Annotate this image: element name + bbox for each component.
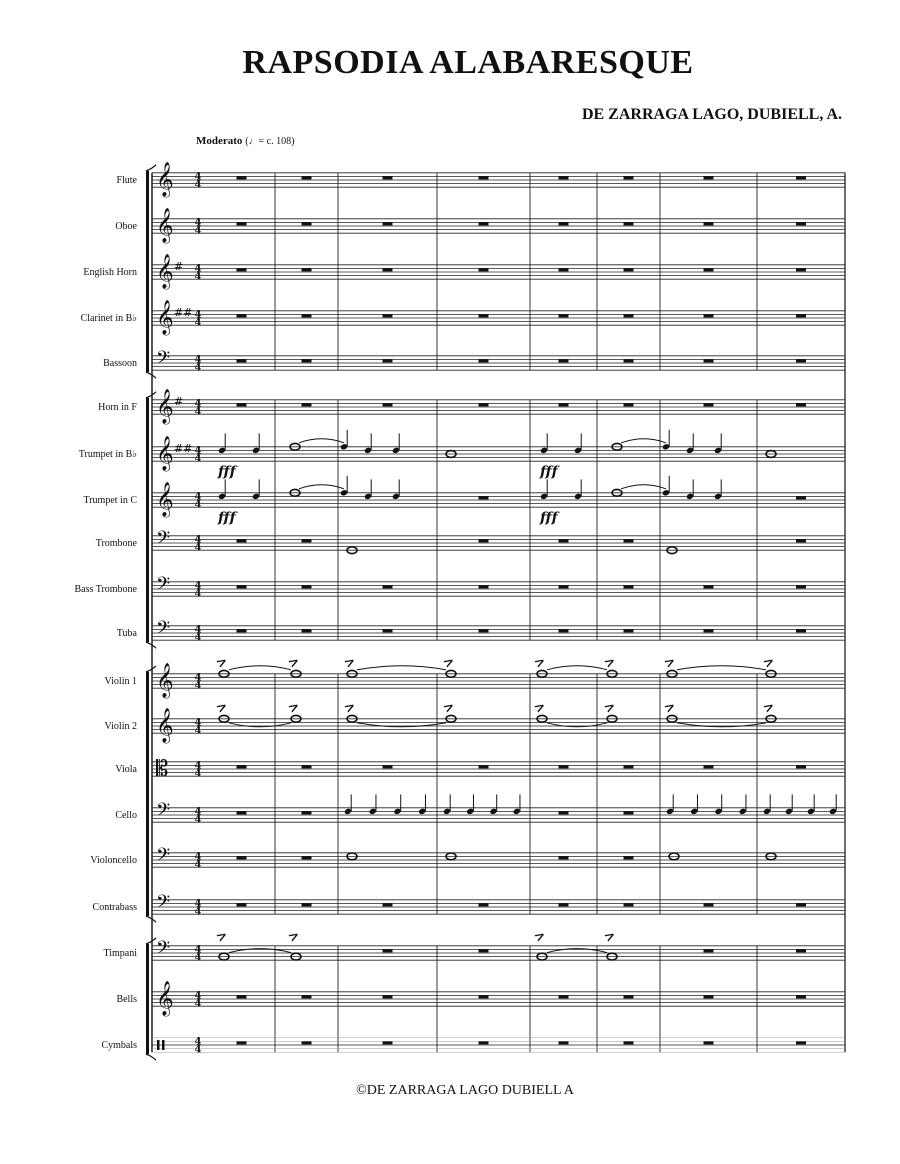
- bass-clef: 𝄢: [156, 618, 171, 643]
- instrument-label: Bells: [116, 994, 137, 1005]
- alto-clef: 𝄡: [156, 757, 169, 782]
- accent-mark: >: [760, 653, 778, 672]
- whole-rest: [479, 629, 489, 632]
- time-signature-bottom: 4: [194, 499, 202, 511]
- whole-rest: [302, 765, 312, 768]
- whole-rest: [237, 403, 247, 406]
- whole-rest: [796, 949, 806, 952]
- whole-rest: [237, 856, 247, 859]
- whole-rest: [479, 268, 489, 271]
- whole-rest: [796, 496, 806, 499]
- whole-rest: [237, 995, 247, 998]
- whole-rest: [559, 314, 569, 317]
- whole-rest: [624, 268, 634, 271]
- whole-rest: [624, 1041, 634, 1044]
- time-signature-top: 4: [194, 760, 202, 772]
- group-bracket: [146, 672, 149, 916]
- group-bracket: [146, 944, 149, 1054]
- treble-clef: 𝄞: [156, 708, 174, 743]
- time-signature-top: 4: [194, 717, 202, 729]
- whole-rest: [796, 539, 806, 542]
- time-signature-bottom: 4: [194, 680, 202, 692]
- time-signature-top: 4: [194, 580, 202, 592]
- whole-rest: [624, 176, 634, 179]
- whole-rest: [479, 403, 489, 406]
- accent-mark: >: [341, 653, 359, 672]
- instrument-label: Cymbals: [101, 1040, 137, 1051]
- bracket-hook: [146, 666, 156, 672]
- bass-clef: 𝄢: [156, 892, 171, 917]
- whole-rest: [383, 359, 393, 362]
- whole-rest: [704, 585, 714, 588]
- time-signature-bottom: 4: [194, 725, 202, 737]
- whole-rest: [796, 268, 806, 271]
- whole-rest: [302, 811, 312, 814]
- whole-rest: [624, 403, 634, 406]
- accent-mark: >: [440, 698, 458, 717]
- treble-clef: 𝄞: [156, 254, 174, 289]
- bass-clef: 𝄢: [156, 800, 171, 825]
- whole-rest: [479, 539, 489, 542]
- accent-mark: >: [285, 698, 303, 717]
- whole-rest: [624, 539, 634, 542]
- instrument-label: Viola: [115, 764, 137, 775]
- whole-rest: [624, 811, 634, 814]
- whole-rest: [237, 539, 247, 542]
- whole-rest: [704, 268, 714, 271]
- tie: [621, 485, 666, 489]
- whole-rest: [704, 176, 714, 179]
- whole-rest: [624, 629, 634, 632]
- whole-rest: [302, 403, 312, 406]
- whole-rest: [624, 995, 634, 998]
- bracket-hook: [146, 372, 156, 378]
- time-signature-bottom: 4: [194, 406, 202, 418]
- whole-rest: [559, 1041, 569, 1044]
- instrument-label: Violin 1: [104, 676, 137, 687]
- whole-rest: [383, 995, 393, 998]
- whole-rest: [237, 811, 247, 814]
- instrument-label: English Horn: [83, 267, 137, 278]
- instrument-label: Tuba: [116, 628, 137, 639]
- whole-rest: [624, 222, 634, 225]
- tie: [677, 666, 766, 670]
- dynamic-marking: fff: [218, 510, 236, 526]
- time-signature-bottom: 4: [194, 1044, 202, 1056]
- treble-clef: 𝄞: [156, 981, 174, 1016]
- accent-mark: >: [760, 698, 778, 717]
- whole-rest: [559, 903, 569, 906]
- time-signature-bottom: 4: [194, 632, 202, 644]
- tie: [547, 666, 607, 670]
- whole-rest: [383, 403, 393, 406]
- whole-rest: [704, 765, 714, 768]
- bass-clef: 𝄢: [156, 574, 171, 599]
- whole-rest: [704, 949, 714, 952]
- whole-rest: [796, 903, 806, 906]
- treble-clef: 𝄞: [156, 208, 174, 243]
- time-signature-bottom: 4: [194, 814, 202, 826]
- whole-rest: [559, 585, 569, 588]
- whole-rest: [704, 995, 714, 998]
- whole-rest: [624, 856, 634, 859]
- treble-clef: 𝄞: [156, 482, 174, 517]
- dynamic-marking: fff: [540, 510, 558, 526]
- instrument-label: Bassoon: [103, 358, 137, 369]
- whole-rest: [704, 903, 714, 906]
- whole-rest: [383, 176, 393, 179]
- group-bracket: [146, 398, 149, 642]
- whole-rest: [237, 903, 247, 906]
- whole-rest: [302, 585, 312, 588]
- whole-rest: [302, 856, 312, 859]
- bass-clef: 𝄢: [156, 845, 171, 870]
- bracket-hook: [146, 165, 156, 171]
- instrument-label: Flute: [116, 175, 137, 186]
- time-signature-bottom: 4: [194, 998, 202, 1010]
- whole-rest: [796, 403, 806, 406]
- instrument-label: Clarinet in B♭: [80, 313, 137, 324]
- key-signature: #: [174, 395, 184, 408]
- whole-rest: [237, 359, 247, 362]
- whole-rest: [559, 629, 569, 632]
- time-signature-bottom: 4: [194, 453, 202, 465]
- treble-clef: 𝄞: [156, 162, 174, 197]
- whole-rest: [383, 765, 393, 768]
- accent-mark: >: [661, 698, 679, 717]
- whole-rest: [302, 359, 312, 362]
- tie: [621, 439, 666, 443]
- whole-rest: [796, 222, 806, 225]
- percussion-clef: [157, 1040, 160, 1050]
- accent-mark: >: [601, 653, 619, 672]
- whole-rest: [383, 314, 393, 317]
- whole-rest: [796, 629, 806, 632]
- whole-rest: [302, 176, 312, 179]
- time-signature-top: 4: [194, 263, 202, 275]
- instrument-label: Violoncello: [90, 855, 137, 866]
- whole-rest: [237, 1041, 247, 1044]
- group-bracket: [146, 171, 149, 372]
- key-signature: ##: [174, 306, 193, 319]
- whole-rest: [237, 314, 247, 317]
- whole-rest: [479, 359, 489, 362]
- whole-rest: [704, 1041, 714, 1044]
- whole-rest: [559, 539, 569, 542]
- instrument-label: Horn in F: [98, 402, 137, 413]
- whole-rest: [704, 222, 714, 225]
- dynamic-marking: fff: [218, 464, 236, 480]
- time-signature-top: 4: [194, 672, 202, 684]
- whole-rest: [383, 268, 393, 271]
- tie: [299, 439, 344, 443]
- whole-rest: [796, 1041, 806, 1044]
- metronome-mark: (♩= c. 108): [245, 136, 295, 147]
- copyright-footer: ©DE ZARRAGA LAGO DUBIELL A: [356, 1083, 574, 1098]
- dynamic-marking: fff: [540, 464, 558, 480]
- whole-rest: [237, 222, 247, 225]
- whole-rest: [559, 765, 569, 768]
- time-signature-top: 4: [194, 445, 202, 457]
- whole-rest: [479, 995, 489, 998]
- whole-rest: [479, 496, 489, 499]
- whole-rest: [796, 176, 806, 179]
- accent-mark: >: [440, 653, 458, 672]
- instrument-label: Timpani: [103, 948, 137, 959]
- whole-rest: [624, 359, 634, 362]
- accent-mark: >: [285, 927, 303, 946]
- bass-clef: 𝄢: [156, 348, 171, 373]
- time-signature-bottom: 4: [194, 859, 202, 871]
- accent-mark: >: [213, 927, 231, 946]
- whole-rest: [704, 314, 714, 317]
- tie: [357, 666, 446, 670]
- whole-rest: [796, 585, 806, 588]
- whole-rest: [559, 176, 569, 179]
- accent-mark: >: [531, 698, 549, 717]
- time-signature-top: 4: [194, 624, 202, 636]
- tempo-text: Moderato: [196, 135, 243, 147]
- time-signature-bottom: 4: [194, 542, 202, 554]
- key-signature: ##: [174, 442, 193, 455]
- whole-rest: [383, 629, 393, 632]
- whole-rest: [559, 856, 569, 859]
- whole-rest: [302, 629, 312, 632]
- accent-mark: >: [601, 927, 619, 946]
- bracket-hook: [146, 1054, 156, 1060]
- time-signature-bottom: 4: [194, 362, 202, 374]
- time-signature-top: 4: [194, 806, 202, 818]
- time-signature-bottom: 4: [194, 906, 202, 918]
- whole-rest: [479, 1041, 489, 1044]
- whole-rest: [704, 403, 714, 406]
- whole-rest: [624, 314, 634, 317]
- time-signature-top: 4: [194, 990, 202, 1002]
- tie: [229, 666, 291, 670]
- time-signature-bottom: 4: [194, 588, 202, 600]
- instrument-label: Trumpet in B♭: [78, 449, 137, 460]
- bracket-hook: [146, 642, 156, 648]
- treble-clef: 𝄞: [156, 663, 174, 698]
- time-signature-bottom: 4: [194, 225, 202, 237]
- whole-rest: [237, 585, 247, 588]
- whole-rest: [237, 176, 247, 179]
- whole-rest: [383, 949, 393, 952]
- instrument-label: Bass Trombone: [74, 584, 137, 595]
- time-signature-bottom: 4: [194, 317, 202, 329]
- treble-clef: 𝄞: [156, 436, 174, 471]
- treble-clef: 𝄞: [156, 389, 174, 424]
- whole-rest: [237, 629, 247, 632]
- treble-clef: 𝄞: [156, 300, 174, 335]
- time-signature-top: 4: [194, 217, 202, 229]
- whole-rest: [796, 765, 806, 768]
- whole-rest: [796, 314, 806, 317]
- whole-rest: [559, 995, 569, 998]
- whole-rest: [383, 585, 393, 588]
- time-signature-top: 4: [194, 491, 202, 503]
- composer-name: DE ZARRAGA LAGO, DUBIELL, A.: [581, 106, 842, 123]
- whole-rest: [302, 539, 312, 542]
- accent-mark: >: [531, 927, 549, 946]
- whole-rest: [302, 314, 312, 317]
- time-signature-bottom: 4: [194, 768, 202, 780]
- time-signature-top: 4: [194, 354, 202, 366]
- instrument-label: Oboe: [115, 221, 137, 232]
- whole-rest: [796, 995, 806, 998]
- whole-rest: [479, 765, 489, 768]
- instrument-label: Violin 2: [104, 721, 137, 732]
- whole-rest: [624, 585, 634, 588]
- whole-rest: [479, 903, 489, 906]
- whole-rest: [479, 314, 489, 317]
- time-signature-top: 4: [194, 1036, 202, 1048]
- time-signature-top: 4: [194, 898, 202, 910]
- instrument-label: Cello: [115, 810, 137, 821]
- tie: [299, 485, 344, 489]
- time-signature-top: 4: [194, 398, 202, 410]
- time-signature-top: 4: [194, 171, 202, 183]
- whole-rest: [479, 949, 489, 952]
- instrument-label: Trumpet in C: [83, 495, 137, 506]
- accent-mark: >: [531, 653, 549, 672]
- bass-clef: 𝄢: [156, 938, 171, 963]
- bracket-hook: [146, 916, 156, 922]
- whole-rest: [302, 222, 312, 225]
- whole-rest: [559, 359, 569, 362]
- whole-rest: [302, 1041, 312, 1044]
- whole-rest: [383, 1041, 393, 1044]
- time-signature-top: 4: [194, 851, 202, 863]
- accent-mark: >: [601, 698, 619, 717]
- accent-mark: >: [341, 698, 359, 717]
- whole-rest: [479, 222, 489, 225]
- whole-rest: [302, 903, 312, 906]
- whole-rest: [383, 903, 393, 906]
- instrument-label: Trombone: [95, 538, 137, 549]
- bracket-hook: [146, 392, 156, 398]
- time-signature-top: 4: [194, 534, 202, 546]
- accent-mark: >: [661, 653, 679, 672]
- whole-rest: [624, 903, 634, 906]
- whole-rest: [302, 268, 312, 271]
- whole-rest: [559, 403, 569, 406]
- whole-rest: [559, 222, 569, 225]
- instrument-label: Contrabass: [92, 902, 137, 913]
- whole-rest: [559, 811, 569, 814]
- accent-mark: >: [285, 653, 303, 672]
- time-signature-bottom: 4: [194, 271, 202, 283]
- key-signature: #: [174, 260, 184, 273]
- whole-rest: [704, 629, 714, 632]
- whole-rest: [704, 359, 714, 362]
- time-signature-bottom: 4: [194, 179, 202, 191]
- whole-rest: [796, 359, 806, 362]
- whole-rest: [479, 585, 489, 588]
- bass-clef: 𝄢: [156, 528, 171, 553]
- accent-mark: >: [213, 653, 231, 672]
- whole-rest: [479, 176, 489, 179]
- whole-rest: [237, 765, 247, 768]
- whole-rest: [237, 268, 247, 271]
- percussion-clef: [162, 1040, 165, 1050]
- bracket-hook: [146, 938, 156, 944]
- whole-rest: [559, 268, 569, 271]
- score-title: RAPSODIA ALABARESQUE: [242, 44, 694, 81]
- whole-rest: [383, 222, 393, 225]
- accent-mark: >: [213, 698, 231, 717]
- whole-rest: [302, 995, 312, 998]
- time-signature-bottom: 4: [194, 952, 202, 964]
- time-signature-top: 4: [194, 944, 202, 956]
- time-signature-top: 4: [194, 309, 202, 321]
- whole-rest: [624, 765, 634, 768]
